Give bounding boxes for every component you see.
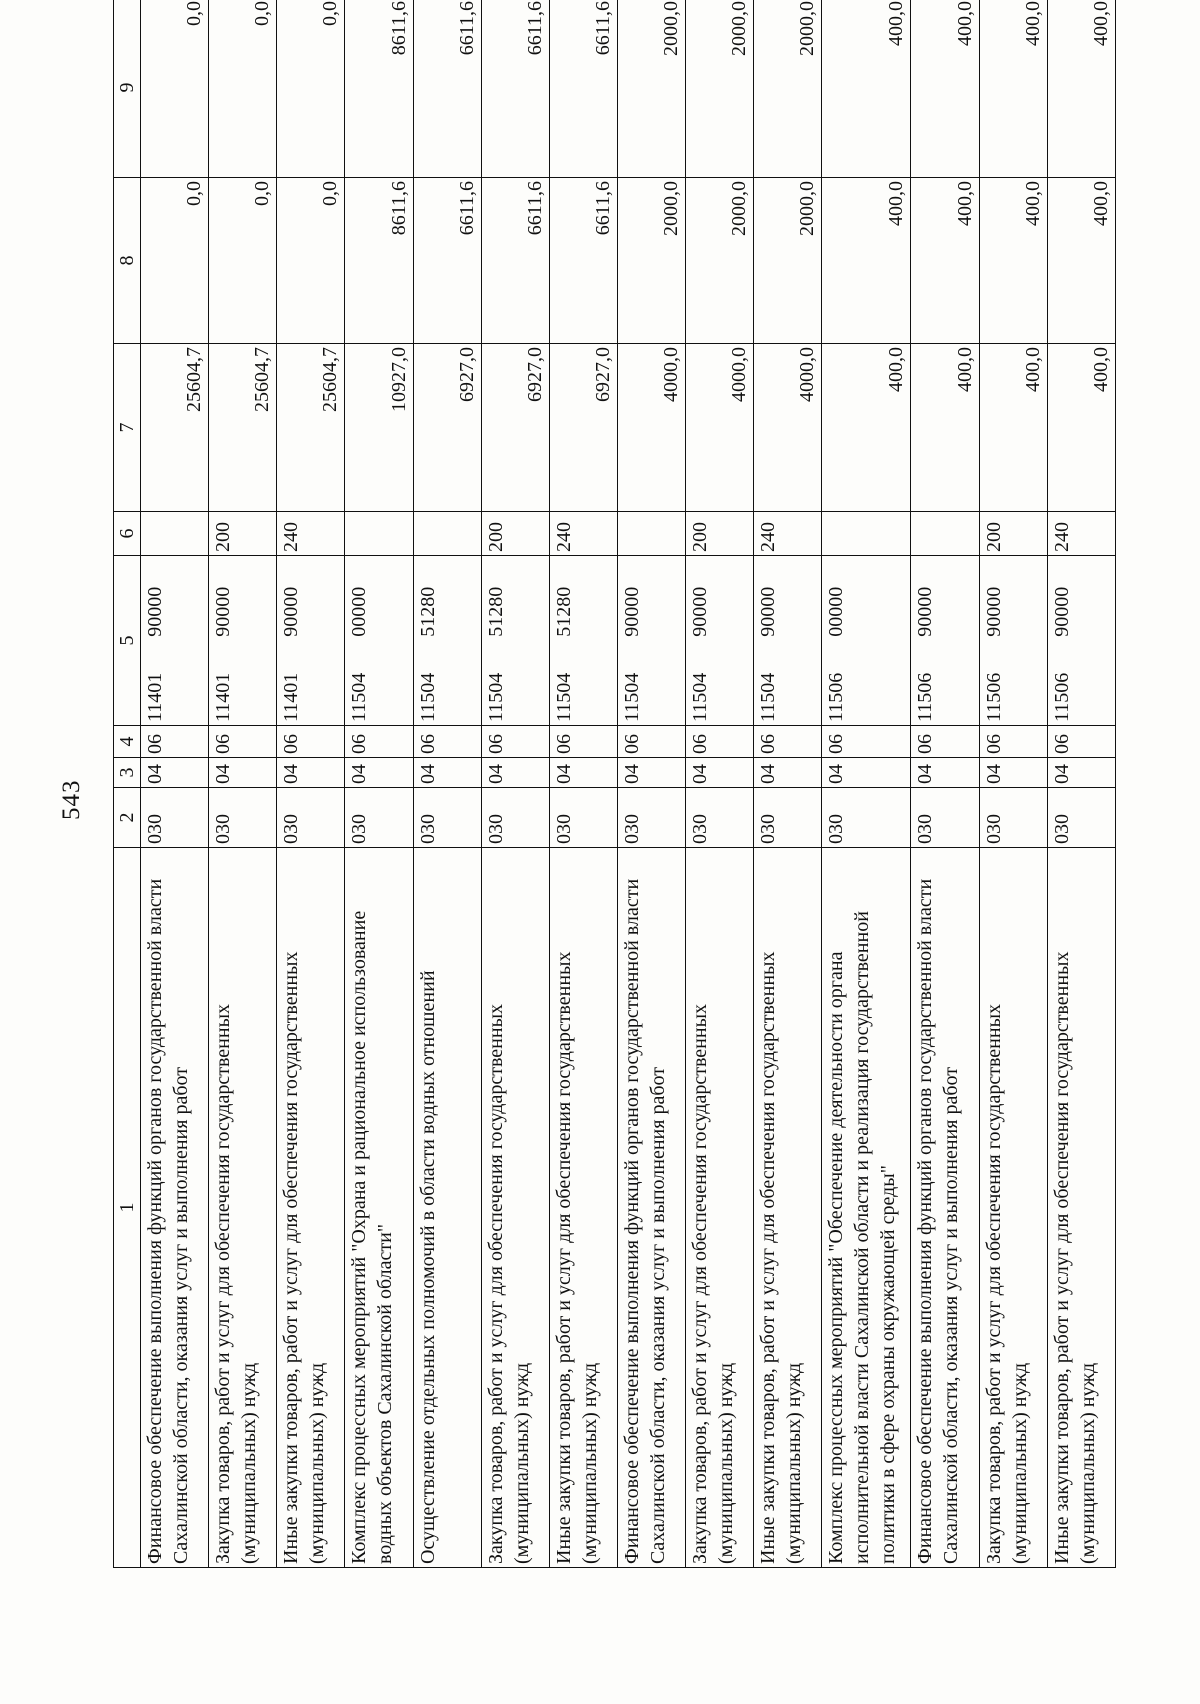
- table-row: [413, 0, 481, 1568]
- table-row: [911, 0, 979, 1568]
- code-5-program: 11506: [914, 672, 937, 722]
- amount-9-cell: 6611,6: [413, 0, 481, 178]
- amount-8-cell: 400,0: [822, 178, 911, 344]
- code-2-cell: 030: [277, 788, 345, 848]
- code-5-direction: 51280: [484, 586, 507, 637]
- amount-7-cell: 400,0: [1047, 344, 1115, 512]
- amount-8-cell: 400,0: [979, 178, 1047, 344]
- code-5-direction: 90000: [757, 586, 780, 637]
- code-4-cell: 06: [1047, 726, 1115, 758]
- row-name-cell: Финансовое обеспечение выполнения функций органов государственной власти Сахалинской области, оказания услуг и выполнения работ: [141, 848, 209, 1568]
- row-name-cell: Закупка товаров, работ и услуг для обеспечения государственных (муниципальных) нужд: [481, 848, 549, 1568]
- code-6-cell: 200: [979, 512, 1047, 556]
- amount-9-cell: 400,0: [979, 0, 1047, 178]
- amount-7-cell: 400,0: [911, 344, 979, 512]
- code-6-cell: [822, 512, 911, 556]
- code-2-cell: 030: [413, 788, 481, 848]
- code-5-direction: 90000: [689, 586, 712, 637]
- code-6-cell: [345, 512, 413, 556]
- amount-7-cell: 6927,0: [481, 344, 549, 512]
- code-5-direction: 51280: [552, 586, 575, 637]
- table-row: [754, 0, 822, 1568]
- code-5-program: 11504: [620, 672, 643, 722]
- code-5-program: 11504: [757, 672, 780, 722]
- table-body: [141, 0, 1116, 1568]
- code-5-cell: [822, 556, 911, 726]
- column-header: 8: [114, 178, 141, 344]
- code-5-direction: 90000: [280, 586, 303, 637]
- amount-7-cell: 25604,7: [277, 344, 345, 512]
- amount-8-cell: 400,0: [1047, 178, 1115, 344]
- amount-8-cell: 8611,6: [345, 178, 413, 344]
- code-5-cell: [209, 556, 277, 726]
- code-5-cell: [141, 556, 209, 726]
- code-2-cell: 030: [911, 788, 979, 848]
- code-6-cell: 240: [549, 512, 617, 556]
- code-6-cell: 240: [754, 512, 822, 556]
- amount-9-cell: 6611,6: [549, 0, 617, 178]
- budget-table: [113, 0, 1116, 1568]
- amount-7-cell: 6927,0: [549, 344, 617, 512]
- table-row: [209, 0, 277, 1568]
- column-header: 1: [114, 848, 141, 1568]
- code-2-cell: 030: [1047, 788, 1115, 848]
- code-5-program: 11506: [982, 672, 1005, 722]
- budget-table-container: [113, 0, 1116, 1568]
- code-5-program: 11504: [348, 672, 371, 722]
- amount-9-cell: 2000,0: [686, 0, 754, 178]
- code-3-cell: 04: [413, 758, 481, 788]
- code-6-cell: 240: [277, 512, 345, 556]
- row-name-cell: Иные закупки товаров, работ и услуг для обеспечения государственных (муниципальных) нужд: [549, 848, 617, 1568]
- code-2-cell: 030: [979, 788, 1047, 848]
- code-5-cell: [549, 556, 617, 726]
- code-2-cell: 030: [141, 788, 209, 848]
- row-name-cell: Финансовое обеспечение выполнения функций органов государственной власти Сахалинской области, оказания услуг и выполнения работ: [617, 848, 685, 1568]
- table-row: [617, 0, 685, 1568]
- table-row: [345, 0, 413, 1568]
- table-row: [686, 0, 754, 1568]
- code-2-cell: 030: [686, 788, 754, 848]
- code-2-cell: 030: [754, 788, 822, 848]
- code-6-cell: 240: [1047, 512, 1115, 556]
- code-3-cell: 04: [141, 758, 209, 788]
- amount-8-cell: 2000,0: [754, 178, 822, 344]
- amount-8-cell: 6611,6: [549, 178, 617, 344]
- code-4-cell: 06: [617, 726, 685, 758]
- code-5-direction: 90000: [914, 586, 937, 637]
- amount-8-cell: 2000,0: [686, 178, 754, 344]
- column-header: 9: [114, 0, 141, 178]
- amount-7-cell: 6927,0: [413, 344, 481, 512]
- code-3-cell: 04: [209, 758, 277, 788]
- code-3-cell: 04: [277, 758, 345, 788]
- code-3-cell: 04: [686, 758, 754, 788]
- amount-7-cell: 25604,7: [141, 344, 209, 512]
- amount-9-cell: 0,0: [277, 0, 345, 178]
- amount-7-cell: 4000,0: [617, 344, 685, 512]
- code-3-cell: 04: [822, 758, 911, 788]
- code-5-program: 11504: [416, 672, 439, 722]
- code-4-cell: 06: [754, 726, 822, 758]
- table-row: [141, 0, 209, 1568]
- amount-8-cell: 0,0: [209, 178, 277, 344]
- code-4-cell: 06: [277, 726, 345, 758]
- code-5-cell: [413, 556, 481, 726]
- code-5-program: 11504: [689, 672, 712, 722]
- column-header: 5: [114, 556, 141, 726]
- code-4-cell: 06: [911, 726, 979, 758]
- code-5-direction: 00000: [348, 586, 371, 637]
- row-name-cell: Иные закупки товаров, работ и услуг для обеспечения государственных (муниципальных) нужд: [1047, 848, 1115, 1568]
- code-6-cell: 200: [481, 512, 549, 556]
- table-row: [822, 0, 911, 1568]
- code-5-program: 11506: [825, 672, 848, 722]
- table-row: [277, 0, 345, 1568]
- table-header: [114, 0, 141, 1568]
- code-4-cell: 06: [979, 726, 1047, 758]
- column-header: 2: [114, 788, 141, 848]
- code-5-direction: 90000: [212, 586, 235, 637]
- code-6-cell: [141, 512, 209, 556]
- code-6-cell: 200: [686, 512, 754, 556]
- code-5-program: 11504: [484, 672, 507, 722]
- code-5-program: 11506: [1050, 672, 1073, 722]
- code-6-cell: [911, 512, 979, 556]
- amount-8-cell: 6611,6: [481, 178, 549, 344]
- code-4-cell: 06: [822, 726, 911, 758]
- code-5-program: 11401: [144, 672, 166, 722]
- amount-9-cell: 6611,6: [481, 0, 549, 178]
- code-3-cell: 04: [549, 758, 617, 788]
- table-row: [1047, 0, 1115, 1568]
- amount-7-cell: 4000,0: [686, 344, 754, 512]
- code-5-program: 11401: [212, 672, 235, 722]
- code-5-program: 11504: [552, 672, 575, 722]
- code-5-cell: [277, 556, 345, 726]
- page-number: 543: [58, 779, 85, 820]
- amount-7-cell: 4000,0: [754, 344, 822, 512]
- code-5-cell: [345, 556, 413, 726]
- amount-9-cell: 400,0: [1047, 0, 1115, 178]
- code-2-cell: 030: [345, 788, 413, 848]
- code-2-cell: 030: [549, 788, 617, 848]
- code-5-direction: 00000: [825, 586, 848, 637]
- table-row: [979, 0, 1047, 1568]
- amount-9-cell: 8611,6: [345, 0, 413, 178]
- code-4-cell: 06: [141, 726, 209, 758]
- amount-9-cell: 0,0: [141, 0, 209, 178]
- code-3-cell: 04: [911, 758, 979, 788]
- amount-7-cell: 10927,0: [345, 344, 413, 512]
- amount-7-cell: 400,0: [979, 344, 1047, 512]
- code-4-cell: 06: [481, 726, 549, 758]
- code-3-cell: 04: [617, 758, 685, 788]
- amount-9-cell: 2000,0: [754, 0, 822, 178]
- code-5-direction: 90000: [144, 586, 166, 637]
- amount-8-cell: 0,0: [277, 178, 345, 344]
- row-name-cell: Финансовое обеспечение выполнения функций органов государственной власти Сахалинской области, оказания услуг и выполнения работ: [911, 848, 979, 1568]
- amount-9-cell: 400,0: [822, 0, 911, 178]
- row-name-cell: Осуществление отдельных полномочий в области водных отношений: [413, 848, 481, 1568]
- code-4-cell: 06: [209, 726, 277, 758]
- code-4-cell: 06: [345, 726, 413, 758]
- code-3-cell: 04: [481, 758, 549, 788]
- code-3-cell: 04: [1047, 758, 1115, 788]
- header-row: [114, 0, 141, 1568]
- table-row: [481, 0, 549, 1568]
- column-header: 4: [114, 726, 141, 758]
- code-5-cell: [754, 556, 822, 726]
- code-5-direction: 51280: [416, 586, 439, 637]
- code-5-direction: 90000: [982, 586, 1005, 637]
- code-5-program: 11401: [280, 672, 303, 722]
- code-4-cell: 06: [413, 726, 481, 758]
- code-6-cell: [413, 512, 481, 556]
- row-name-cell: Комплекс процессных мероприятий "Обеспечение деятельности органа исполнительной власти Сахалинской области и реализация государственной политики в сфере охраны окружающей среды": [822, 848, 911, 1568]
- code-6-cell: [617, 512, 685, 556]
- table-row: [549, 0, 617, 1568]
- amount-8-cell: 2000,0: [617, 178, 685, 344]
- code-3-cell: 04: [345, 758, 413, 788]
- column-header: 3: [114, 758, 141, 788]
- amount-9-cell: 0,0: [209, 0, 277, 178]
- code-5-cell: [911, 556, 979, 726]
- row-name-cell: Закупка товаров, работ и услуг для обеспечения государственных (муниципальных) нужд: [209, 848, 277, 1568]
- amount-7-cell: 25604,7: [209, 344, 277, 512]
- amount-8-cell: 400,0: [911, 178, 979, 344]
- code-2-cell: 030: [822, 788, 911, 848]
- amount-8-cell: 6611,6: [413, 178, 481, 344]
- code-5-cell: [617, 556, 685, 726]
- amount-8-cell: 0,0: [141, 178, 209, 344]
- code-4-cell: 06: [686, 726, 754, 758]
- row-name-cell: Иные закупки товаров, работ и услуг для обеспечения государственных (муниципальных) нужд: [277, 848, 345, 1568]
- code-2-cell: 030: [481, 788, 549, 848]
- code-5-direction: 90000: [1050, 586, 1073, 637]
- code-5-cell: [481, 556, 549, 726]
- amount-9-cell: 2000,0: [617, 0, 685, 178]
- amount-9-cell: 400,0: [911, 0, 979, 178]
- row-name-cell: Закупка товаров, работ и услуг для обеспечения государственных (муниципальных) нужд: [686, 848, 754, 1568]
- row-name-cell: Иные закупки товаров, работ и услуг для обеспечения государственных (муниципальных) нужд: [754, 848, 822, 1568]
- code-2-cell: 030: [209, 788, 277, 848]
- code-3-cell: 04: [979, 758, 1047, 788]
- code-5-cell: [1047, 556, 1115, 726]
- code-2-cell: 030: [617, 788, 685, 848]
- code-5-cell: [686, 556, 754, 726]
- code-5-cell: [979, 556, 1047, 726]
- code-6-cell: 200: [209, 512, 277, 556]
- row-name-cell: Комплекс процессных мероприятий "Охрана и рациональное использование водных объектов Сахалинской области": [345, 848, 413, 1568]
- column-header: 7: [114, 344, 141, 512]
- code-3-cell: 04: [754, 758, 822, 788]
- code-5-direction: 90000: [620, 586, 643, 637]
- amount-7-cell: 400,0: [822, 344, 911, 512]
- row-name-cell: Закупка товаров, работ и услуг для обеспечения государственных (муниципальных) нужд: [979, 848, 1047, 1568]
- column-header: 6: [114, 512, 141, 556]
- code-4-cell: 06: [549, 726, 617, 758]
